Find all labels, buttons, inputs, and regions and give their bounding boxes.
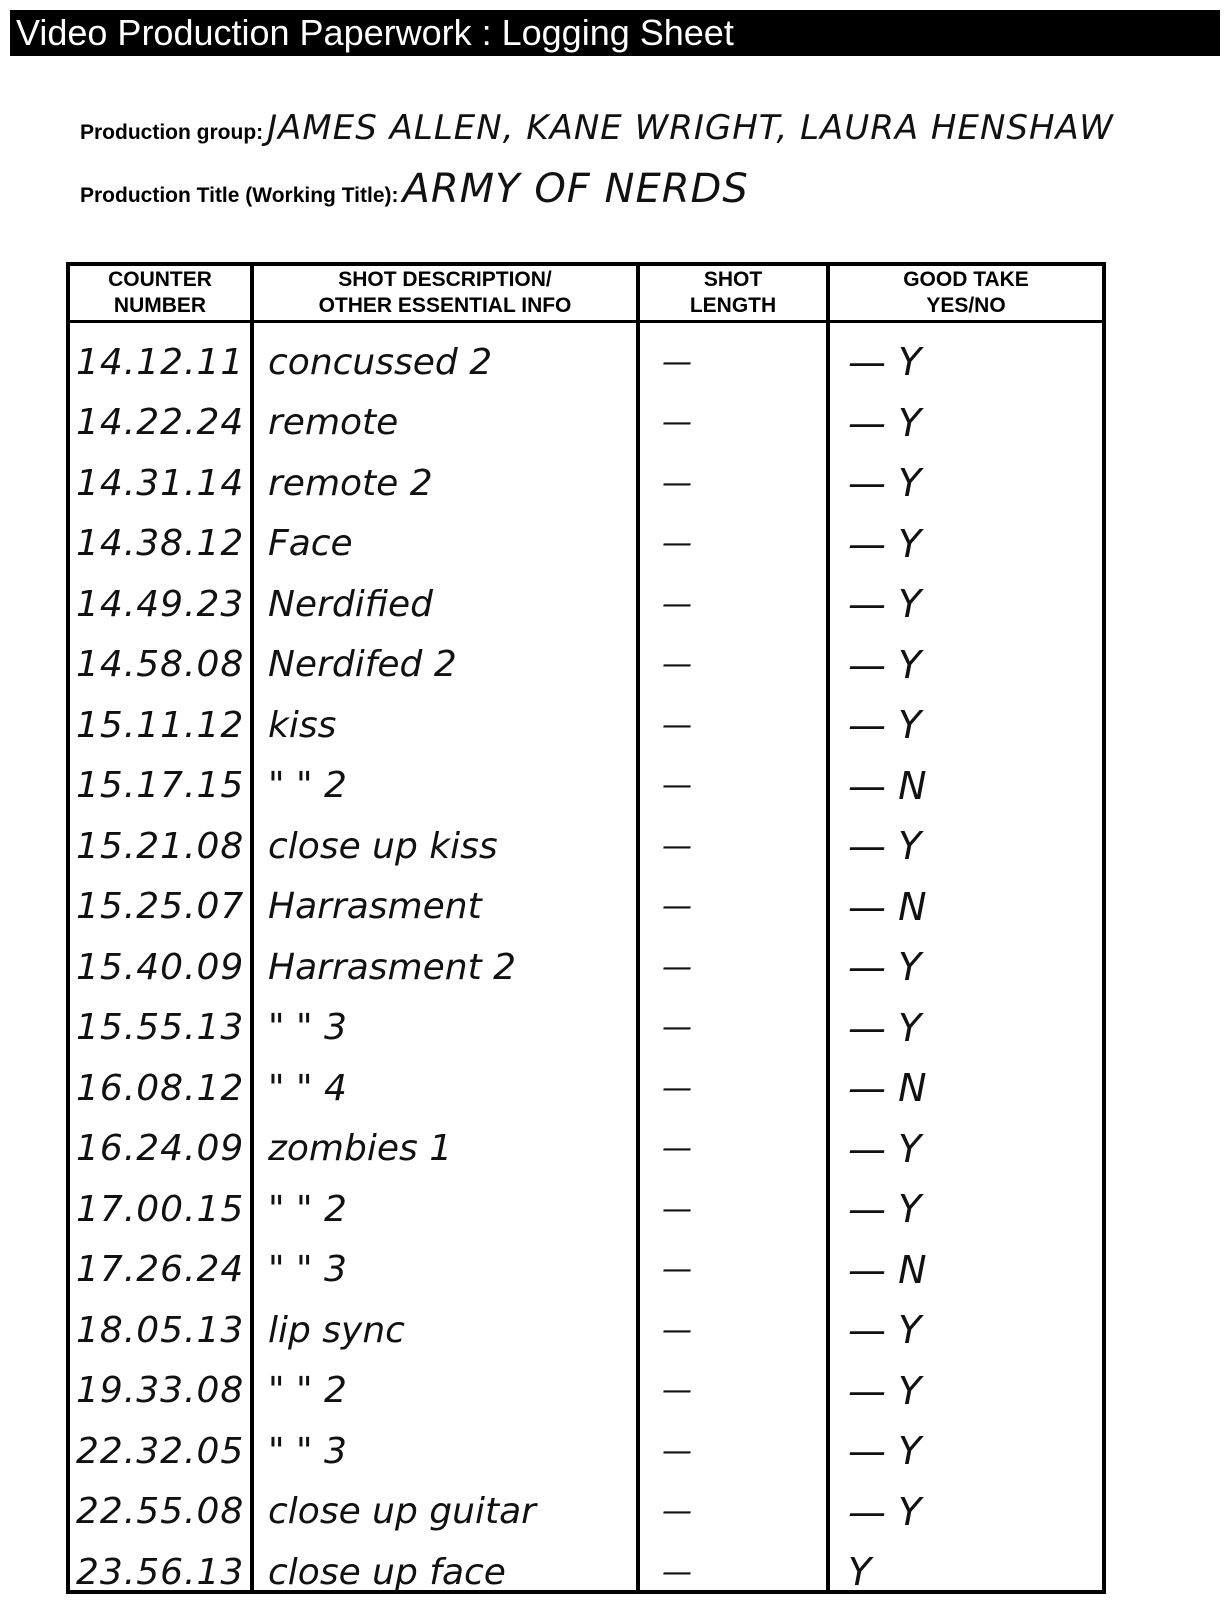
counter-cell: 14.31.14 [76,462,245,504]
shot-length-cell: — [662,344,692,380]
shot-length-cell: — [662,1494,692,1529]
table-row [70,514,1102,574]
table-row [70,877,1102,937]
good-take-cell: — Y [848,582,922,626]
counter-cell: 15.55.13 [76,1007,245,1048]
shot-length-cell: — [662,768,692,803]
table-row [70,1058,1102,1118]
good-take-cell: — Y [848,1187,922,1231]
production-group-label: Production group: [80,121,264,144]
counter-cell: 22.55.08 [76,1491,245,1532]
table-row [70,1421,1102,1481]
table-row [70,1542,1102,1602]
counter-cell: 15.40.09 [76,946,245,988]
table-row [70,574,1102,634]
shot-length-cell: — [662,1070,692,1106]
good-take-cell: — N [848,1066,927,1110]
shot-length-cell: — [662,828,692,864]
good-take-cell: — Y [848,824,922,868]
table-row [70,998,1102,1058]
table-row [70,1179,1102,1239]
shot-length-cell: — [662,405,692,440]
shot-length-cell: — [662,889,692,924]
counter-cell: 15.11.12 [76,704,245,746]
shot-length-cell: — [662,1191,692,1227]
description-cell: " " 3 [268,1007,347,1048]
table-row [70,332,1102,392]
good-take-cell: — N [848,884,927,929]
counter-cell: 14.58.08 [76,644,245,685]
production-group-value: JAMES ALLEN, KANE WRIGHT, LAURA HENSHAW [267,108,1114,148]
description-cell: remote 2 [268,462,433,504]
description-cell: Nerdified [268,583,433,625]
shot-length-cell: — [662,707,692,743]
shot-length-cell: — [662,1433,692,1469]
table-row [70,1482,1102,1542]
description-cell: " " 2 [268,1188,347,1230]
good-take-cell: — N [848,1247,927,1292]
table-row [70,937,1102,997]
good-take-cell: — N [848,763,927,808]
header-shot-description: SHOT DESCRIPTION/ OTHER ESSENTIAL INFO [318,268,572,317]
shot-length-cell: — [662,1131,692,1166]
table-row [70,1361,1102,1421]
shot-length-cell: — [662,1312,692,1348]
good-take-cell: — Y [848,400,922,445]
good-take-cell: — Y [848,945,922,989]
sheet-title: Video Production Paperwork : Logging Sheet [10,10,1220,56]
good-take-cell: — Y [848,1005,922,1050]
shot-length-cell: — [662,1010,692,1045]
counter-cell: 14.38.12 [76,523,245,564]
logging-table [66,262,1106,1594]
good-take-cell: — Y [848,1489,922,1534]
table-row [70,695,1102,755]
description-cell: zombies 1 [268,1128,453,1169]
table-row [70,453,1102,513]
counter-cell: 16.24.09 [76,1128,245,1169]
description-cell: close up face [268,1551,506,1593]
shot-length-cell: — [662,1373,692,1408]
counter-cell: 14.22.24 [76,402,245,443]
description-cell: " " 4 [268,1067,347,1109]
description-cell: lip sync [268,1309,405,1351]
shot-length-cell: — [662,526,692,561]
description-cell: Face [268,523,353,564]
table-row [70,393,1102,453]
shot-length-cell: — [662,586,692,622]
description-cell: concussed 2 [268,341,493,383]
counter-cell: 15.17.15 [76,765,245,806]
counter-cell: 19.33.08 [76,1370,245,1411]
good-take-cell: — Y [848,1429,922,1473]
counter-cell: 17.00.15 [76,1188,245,1230]
counter-cell: 16.08.12 [76,1067,245,1109]
counter-cell: 22.32.05 [76,1430,245,1472]
production-group-row [80,108,1114,148]
description-cell: " " 2 [268,1370,347,1411]
description-cell: Harrasment [268,886,482,927]
description-cell: remote [268,402,399,443]
production-title-value: ARMY OF NERDS [402,166,749,212]
description-cell: kiss [268,704,337,746]
header-divider [70,320,1102,323]
good-take-cell: — Y [848,340,922,384]
description-cell: " " 2 [268,765,347,806]
description-cell: close up guitar [268,1491,536,1532]
table-row [70,816,1102,876]
description-cell: Nerdifed 2 [268,644,457,685]
good-take-cell: — Y [848,703,922,747]
good-take-cell: — Y [848,1308,922,1352]
table-row [70,1240,1102,1300]
production-title-label: Production Title (Working Title): [80,184,399,207]
shot-length-cell: — [662,1252,692,1287]
table-row [70,756,1102,816]
table-row [70,1300,1102,1360]
good-take-cell: Y [848,1550,872,1594]
good-take-cell: — Y [848,642,922,687]
shot-length-cell: — [662,1554,692,1590]
counter-cell: 23.56.13 [76,1551,245,1593]
header-shot-length: SHOT LENGTH [689,268,777,317]
description-cell: " " 3 [268,1249,347,1290]
header-counter-number: COUNTER NUMBER [108,268,212,317]
header-good-take: GOOD TAKE YES/NO [903,268,1029,317]
counter-cell: 17.26.24 [76,1249,245,1290]
counter-cell: 14.49.23 [76,583,245,625]
counter-cell: 18.05.13 [76,1309,245,1351]
good-take-cell: — Y [848,461,922,505]
counter-cell: 15.25.07 [76,886,245,927]
production-title-row [80,166,749,212]
shot-length-cell: — [662,465,692,501]
description-cell: Harrasment 2 [268,946,517,988]
counter-cell: 15.21.08 [76,825,245,867]
counter-cell: 14.12.11 [76,341,245,383]
shot-length-cell: — [662,647,692,682]
shot-length-cell: — [662,949,692,985]
good-take-cell: — Y [848,1368,922,1413]
description-cell: " " 3 [268,1430,347,1472]
good-take-cell: — Y [848,521,922,566]
good-take-cell: — Y [848,1126,922,1171]
table-row [70,1119,1102,1179]
description-cell: close up kiss [268,825,498,867]
table-row [70,635,1102,695]
